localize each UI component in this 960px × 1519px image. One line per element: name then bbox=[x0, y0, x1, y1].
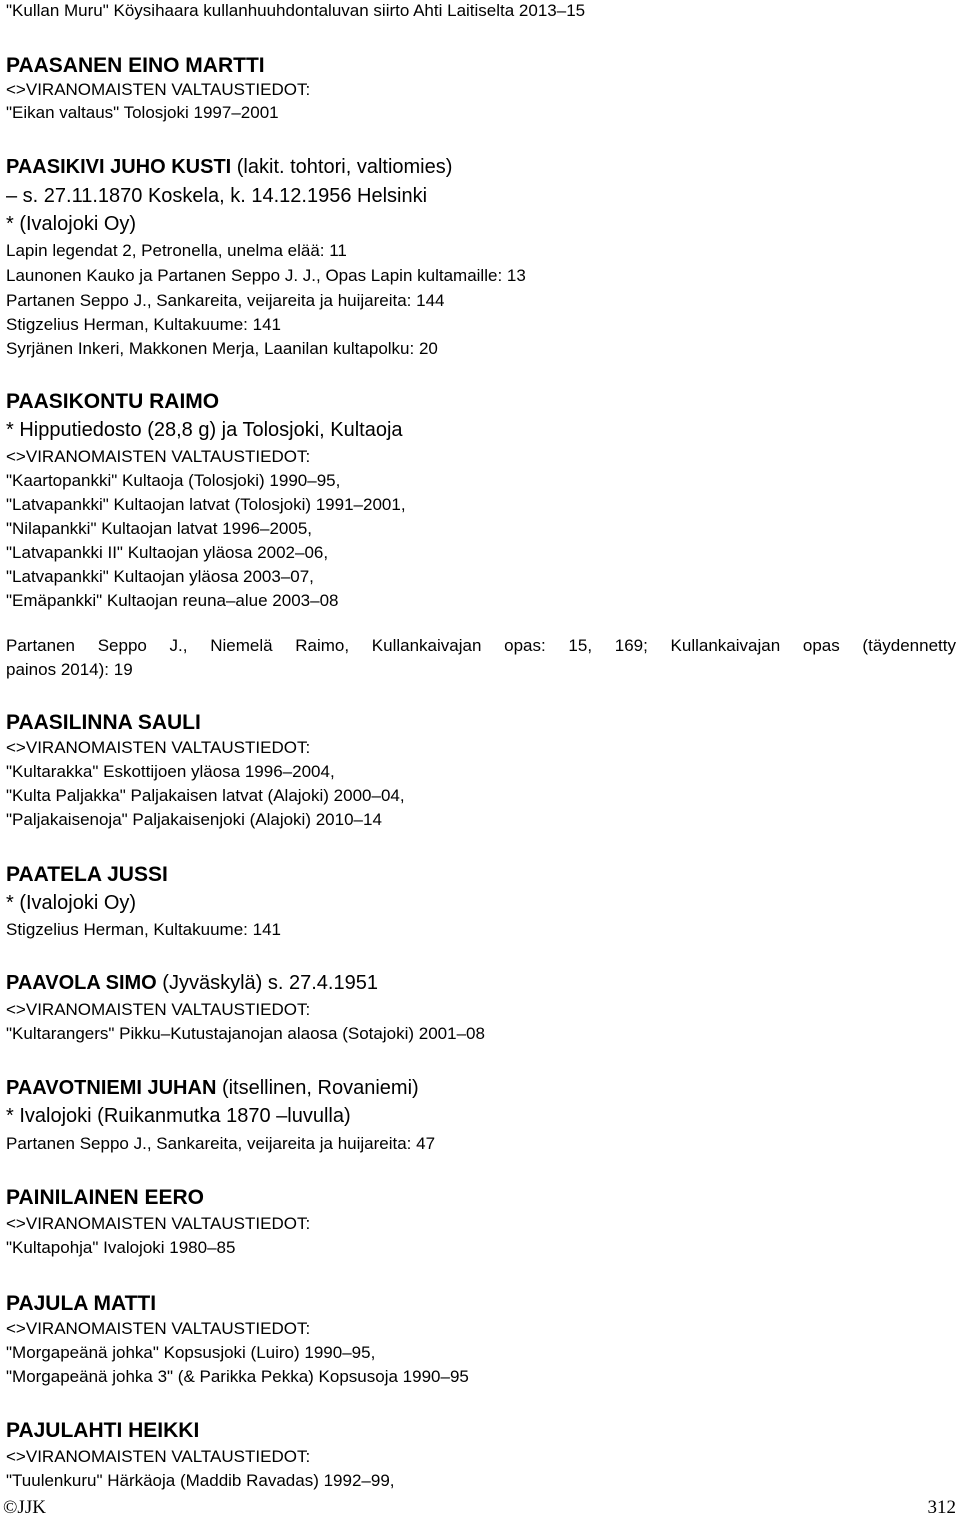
company-note: * (Ivalojoki Oy) bbox=[6, 213, 137, 235]
claim-line: "Paljakaisenoja" Paljakaisenjoki (Alajoki) 2010–14 bbox=[6, 810, 382, 829]
claim-line: "Latvapankki II" Kultaojan yläosa 2002–06, bbox=[6, 543, 329, 562]
authority-label: <>VIRANOMAISTEN VALTAUSTIEDOT: bbox=[6, 1214, 311, 1233]
claim-line: "Eikan valtaus" Tolosjoki 1997–2001 bbox=[6, 103, 279, 122]
reference-line: Lapin legendat 2, Petronella, unelma elää: 11 bbox=[6, 241, 347, 260]
entry-heading-paavola bbox=[6, 973, 378, 993]
entry-name-paasanen: PAASANEN EINO MARTTI bbox=[6, 54, 265, 77]
claim-line: "Kulta Paljakka" Paljakaisen latvat (Alajoki) 2000–04, bbox=[6, 786, 405, 805]
authority-label: <>VIRANOMAISTEN VALTAUSTIEDOT: bbox=[6, 1319, 311, 1338]
entry-name-paasilinna: PAASILINNA SAULI bbox=[6, 711, 201, 734]
reference-line: painos 2014): 19 bbox=[6, 660, 133, 679]
company-note: * (Ivalojoki Oy) bbox=[6, 892, 137, 914]
reference-line: Partanen Seppo J., Sankareita, veijareita ja huijareita: 144 bbox=[6, 291, 445, 310]
claim-line: "Emäpankki" Kultaojan reuna–alue 2003–08 bbox=[6, 591, 339, 610]
authority-label: <>VIRANOMAISTEN VALTAUSTIEDOT: bbox=[6, 447, 311, 466]
entry-name-pajula: PAJULA MATTI bbox=[6, 1292, 157, 1315]
document-header: "Kullan Muru" Köysihaara kullanhuuhdontaluvan siirto Ahti Laitiselta 2013–15 bbox=[6, 1, 586, 20]
reference-line: Syrjänen Inkeri, Makkonen Merja, Laanilan kultapolku: 20 bbox=[6, 339, 438, 358]
claim-line: "Morgapeänä johka" Kopsusjoki (Luiro) 1990–95, bbox=[6, 1343, 376, 1362]
authority-label: <>VIRANOMAISTEN VALTAUSTIEDOT: bbox=[6, 1447, 311, 1466]
authority-label: <>VIRANOMAISTEN VALTAUSTIEDOT: bbox=[6, 80, 311, 99]
authority-label: <>VIRANOMAISTEN VALTAUSTIEDOT: bbox=[6, 1000, 311, 1019]
claim-line: "Kaartopankki" Kultaoja (Tolosjoki) 1990–95, bbox=[6, 471, 341, 490]
entry-heading-paasikivi bbox=[6, 157, 452, 177]
entry-note: * Hipputiedosto (28,8 g) ja Tolosjoki, Kultaoja bbox=[6, 419, 403, 441]
reference-line: Launonen Kauko ja Partanen Seppo J. J., Opas Lapin kultamaille: 13 bbox=[6, 266, 526, 285]
claim-line: "Nilapankki" Kultaojan latvat 1996–2005, bbox=[6, 519, 312, 538]
claim-line: "Tuulenkuru" Härkäoja (Maddib Ravadas) 1992–99, bbox=[6, 1471, 395, 1490]
entry-title-suffix: (lakit. tohtori, valtiomies) bbox=[231, 156, 453, 178]
entry-note: * Ivalojoki (Ruikanmutka 1870 –luvulla) bbox=[6, 1105, 351, 1127]
entry-name-paasikontu: PAASIKONTU RAIMO bbox=[6, 390, 220, 413]
claim-line: "Latvapankki" Kultaojan yläosa 2003–07, bbox=[6, 567, 314, 586]
authority-label: <>VIRANOMAISTEN VALTAUSTIEDOT: bbox=[6, 738, 311, 757]
claim-line: "Latvapankki" Kultaojan latvat (Tolosjoki) 1991–2001, bbox=[6, 495, 406, 514]
entry-heading-paavotniemi bbox=[6, 1078, 419, 1098]
claim-line: "Kultapohja" Ivalojoki 1980–85 bbox=[6, 1238, 236, 1257]
reference-line: Partanen Seppo J., Sankareita, veijareita ja huijareita: 47 bbox=[6, 1134, 436, 1153]
entry-name-pajulahti: PAJULAHTI HEIKKI bbox=[6, 1419, 200, 1442]
entry-suffix: (itsellinen, Rovaniemi) bbox=[216, 1077, 419, 1099]
claim-line: "Kultarakka" Eskottijoen yläosa 1996–2004, bbox=[6, 762, 335, 781]
entry-name-paatela: PAATELA JUSSI bbox=[6, 863, 168, 886]
entry-name-paavotniemi: PAAVOTNIEMI JUHAN bbox=[6, 1077, 217, 1099]
footer-copyright: ©JJK bbox=[3, 1497, 46, 1518]
footer-page-number: 312 bbox=[927, 1497, 956, 1518]
claim-line: "Morgapeänä johka 3" (& Parikka Pekka) Kopsusoja 1990–95 bbox=[6, 1367, 469, 1386]
claim-line: "Kultarangers" Pikku–Kutustajanojan alaosa (Sotajoki) 2001–08 bbox=[6, 1024, 485, 1043]
reference-line: Stigzelius Herman, Kultakuume: 141 bbox=[6, 315, 281, 334]
entry-suffix: (Jyväskylä) s. 27.4.1951 bbox=[156, 972, 378, 994]
entry-name-painilainen: PAINILAINEN EERO bbox=[6, 1186, 204, 1209]
reference-line: Stigzelius Herman, Kultakuume: 141 bbox=[6, 920, 281, 939]
reference-line: Partanen Seppo J., Niemelä Raimo, Kullankaivajan opas: 15, 169; Kullankaivajan opas (täydennetty bbox=[6, 636, 956, 655]
entry-dates: – s. 27.11.1870 Koskela, k. 14.12.1956 Helsinki bbox=[6, 185, 428, 207]
entry-name-paasikivi: PAASIKIVI JUHO KUSTI bbox=[6, 156, 232, 178]
entry-name-paavola: PAAVOLA SIMO bbox=[6, 972, 157, 994]
